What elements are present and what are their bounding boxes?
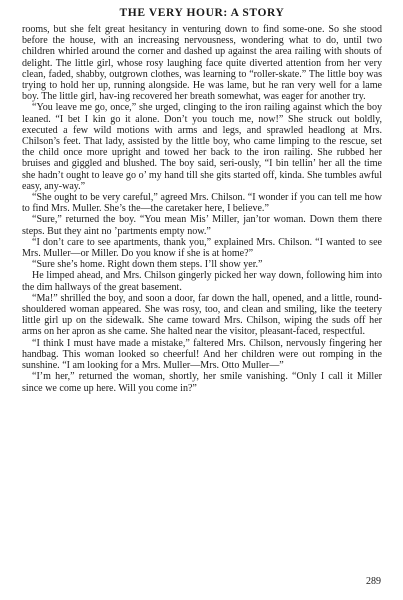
running-head: THE VERY HOUR: A STORY (119, 7, 285, 19)
paragraph: “She ought to be very careful,” agreed Mrs. Chilson. “I wonder if you can tell me how to find Mrs. Muller. She’s the—the caretaker here, I believe.” (22, 192, 382, 215)
paragraph: “Sure,” returned the boy. “You mean Mis’ Miller, jan’tor woman. Down them there steps. But they aint no ’partments empty now.” (22, 214, 382, 237)
paragraph: “I think I must have made a mistake,” faltered Mrs. Chilson, nervously fingering her handbag. This woman looked so cheerful! And her children were out romping in the sunshine. “I am looking for a Mrs. Muller—Mrs. Otto Muller—” (22, 337, 382, 372)
story-text (22, 24, 382, 394)
paragraph: “Ma!” shrilled the boy, and soon a door, far down the hall, opened, and a little, round-shouldered woman appeared. She was rosy, too, and clean and smiling, like the teetery little girl up on the sidewalk. She came toward Mrs. Chilson, wiping the suds off her arms on her apron as she came. She halted near the visitor, pleasant-faced, respectful. (22, 292, 382, 338)
paragraph: “Sure she’s home. Right down them steps. I’ll show yer.” (32, 259, 263, 271)
paragraph: He limped ahead, and Mrs. Chilson gingerly picked her way down, following him into the dim hallways of the great basement. (22, 270, 382, 293)
paragraph: “I’m her,” returned the woman, shortly, her smile vanishing. “Only I call it Miller since we come up here. Will you come in?” (22, 371, 382, 394)
paragraph: rooms, but she felt great hesitancy in venturing down to find some-one. So she stood before the house, with an increasing nervousness, wondering what to do, until two children whirled around the corner and dashed up against the area railing with shouts of delight. The little girl, whose rosy laughing face quite diverted attention from her very clean, faded, shabby, outgrown clothes, was learning to “roller-skate.” The little boy was trying to hold her up, running alongside. He was lame, but he ran very well for a lame boy. The little girl, hav-ing recovered her breath somewhat, was eager for another try. (22, 24, 382, 103)
paragraph: “I don’t care to see apartments, thank you,” explained Mrs. Chilson. “I wanted to see Mrs. Muller—or Miller. Do you know if she is at home?” (22, 236, 382, 260)
page-number: 289 (366, 576, 381, 587)
paragraph: “You leave me go, once,” she urged, clinging to the iron railing against which the boy leaned. “I bet I kin go it alone. Don’t you touch me, now!” She struck out boldly, executed a few wild motions with arms and legs, and sprawled headlong at Mrs. Chilson’s feet. That lady, assisted by the little boy, who came limping to the rescue, set the child once more upright and towed her back to the iron railing. She rubbed her bruises and giggled and blushed. The boy said, seri-ously, “I bin tellin’ her all the time she hadn’t ought to leave go o’ my hand till she gits started off, kinda. She tumbles awful easy, any-way.” (22, 102, 382, 192)
